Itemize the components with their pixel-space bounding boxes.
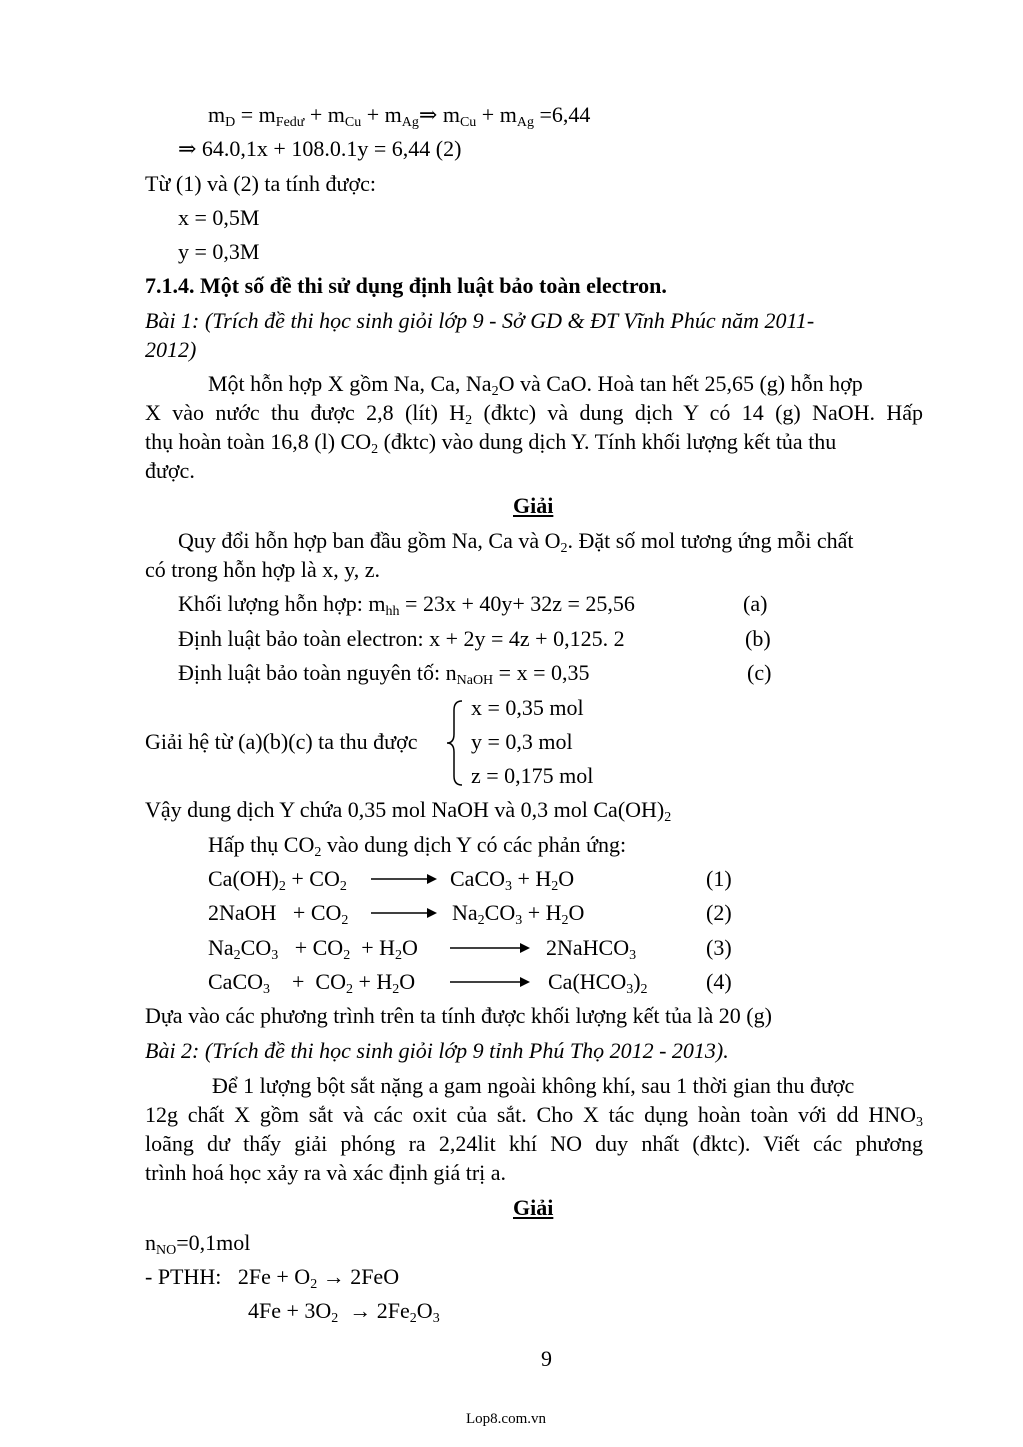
- sol2-pthh-line: - PTHH: $2Fe + O_2 \to 2FeO$: [145, 1264, 400, 1292]
- pthh-label: - PTHH:: [145, 1264, 222, 1289]
- result-y: y = 0,3M: [178, 239, 260, 264]
- bai1-source-line: [145, 308, 814, 334]
- giai-heading-1: Giải: [513, 493, 554, 518]
- reaction-2-left: 2NaOH + $CO_2$: [208, 900, 349, 928]
- reaction-4-right: $Ca(HCO_3)_2$: [548, 969, 648, 997]
- equation-a: Khối lượng hỗn hợp: $m_{hh} = 23x + 40y+ 32z = 25,56$: [178, 591, 635, 619]
- equation-b: Định luật bảo toàn electron: x + 2y = 4z + 0,125. 2: [178, 626, 625, 651]
- sol2-eq2: $4Fe + 3O_2 \to 2Fe_2O_3$: [248, 1298, 440, 1326]
- bai1-label: Bài 1:: [145, 308, 200, 333]
- bai1-text-1: Một hỗn hợp X gồm Na, Ca, $Na_2O$ và CaO. Hoà tan hết 25,65 (g) hỗn hợp: [208, 371, 863, 399]
- system-z: z = 0,175 mol: [471, 763, 594, 788]
- reaction-1-tag: (1): [706, 866, 732, 891]
- giai-heading-2: Giải: [513, 1195, 554, 1220]
- reaction-2-right: $Na_2CO_3 + H_2O$: [452, 900, 585, 928]
- bai2-text-4: trình hoá học xảy ra và xác định giá trị a.: [145, 1160, 507, 1185]
- reaction-3-right: 2NaHCO$_3$: [546, 935, 637, 963]
- bai1-source-cont: 2012): [145, 337, 197, 362]
- equation-c-tag: (c): [747, 660, 772, 685]
- system-label: Giải hệ từ (a)(b)(c) ta thu được: [145, 729, 418, 754]
- equation-a-tag: (a): [743, 591, 768, 616]
- reaction-arrow-icon: [450, 975, 532, 989]
- bai2-source: (Trích đề thi học sinh giỏi lớp 9 tỉnh Phú Thọ 2012 - 2013).: [204, 1038, 729, 1063]
- bai2-text-3: loãng dư thấy giải phóng ra 2,24lit khí NO duy nhất (đktc). Viết các phương: [145, 1131, 923, 1156]
- bai2-source-line: [145, 1038, 729, 1064]
- equation-b-tag: (b): [745, 626, 771, 651]
- system-y: y = 0,3 mol: [471, 729, 573, 754]
- equation-2: ⇒ 64.0,1x + 108.0.1y = 6,44 (2): [178, 136, 462, 161]
- reaction-1-right: CaCO$_3$ + $H_2O$: [450, 866, 575, 894]
- page-number: 9: [541, 1346, 552, 1371]
- system-x: x = 0,35 mol: [471, 695, 584, 720]
- bai1-text-3: thụ hoàn toàn 16,8 (l) $CO_2$ (đktc) vào dung dịch Y. Tính khối lượng kết tủa thu: [145, 429, 837, 457]
- reaction-arrow-icon: [371, 906, 439, 920]
- text-from-1-2: Từ (1) và (2) ta tính được:: [145, 171, 376, 196]
- bai1-source: (Trích đề thi học sinh giỏi lớp 9 - Sở GD & ĐT Vĩnh Phúc năm 2011-: [204, 308, 815, 333]
- reaction-4-left: CaCO$_3$ + $CO_2 + H_2O$: [208, 969, 416, 997]
- reaction-3-left: $Na_2CO_3 + CO_2 + H_2O$: [208, 935, 418, 963]
- equation-c: Định luật bảo toàn nguyên tố: $n_{NaOH} = x = 0,35$: [178, 660, 590, 688]
- sol2-n-no: $n_{NO}=0,1mol$: [145, 1230, 251, 1258]
- reaction-2-tag: (2): [706, 900, 732, 925]
- reaction-1-left: $Ca(OH)_2 + CO_2$: [208, 866, 347, 894]
- sol1-absorb: Hấp thụ $CO_2$ vào dung dịch Y có các phản ứng:: [208, 832, 627, 860]
- reaction-4-tag: (4): [706, 969, 732, 994]
- bai2-text-2: 12g chất X gồm sắt và các oxit của sắt. Cho X tác dụng hoàn toàn với dd $HNO_3$: [145, 1102, 923, 1130]
- result-x: x = 0,5M: [178, 205, 260, 230]
- footer-site: Lop8.com.vn: [466, 1411, 546, 1427]
- sol1-conclusion: Vậy dung dịch Y chứa 0,35 mol NaOH và 0,3 mol $Ca(OH)_2$: [145, 797, 672, 825]
- reaction-arrow-icon: [450, 941, 532, 955]
- equation-mass-d: $m_D = m_{Fedư} + m_{Cu}$ + $m_{Ag}\Rightarrow$ $m_{Cu} + m_{Ag} =6,44$: [208, 102, 591, 130]
- reaction-3-tag: (3): [706, 935, 732, 960]
- sol1-result: Dựa vào các phương trình trên ta tính được khối lượng kết tủa là 20 (g): [145, 1003, 772, 1028]
- section-heading: 7.1.4. Một số đề thi sử dụng định luật bảo toàn electron.: [145, 273, 667, 298]
- sol1-text-2: có trong hỗn hợp là x, y, z.: [145, 557, 381, 582]
- reaction-arrow-icon: [371, 872, 439, 886]
- bai2-text-1: Để 1 lượng bột sắt nặng a gam ngoài không khí, sau 1 thời gian thu được: [212, 1073, 855, 1098]
- curly-brace-icon: [444, 698, 466, 788]
- bai1-text-4: được.: [145, 458, 195, 483]
- sol1-text-1: Quy đổi hỗn hợp ban đầu gồm Na, Ca và $O_2$. Đặt số mol tương ứng mỗi chất: [178, 528, 854, 556]
- bai1-text-2: X vào nước thu được 2,8 (lít) $H_2$ (đktc) và dung dịch Y có 14 (g) NaOH. Hấp: [145, 400, 923, 428]
- bai2-label: Bài 2:: [145, 1038, 200, 1063]
